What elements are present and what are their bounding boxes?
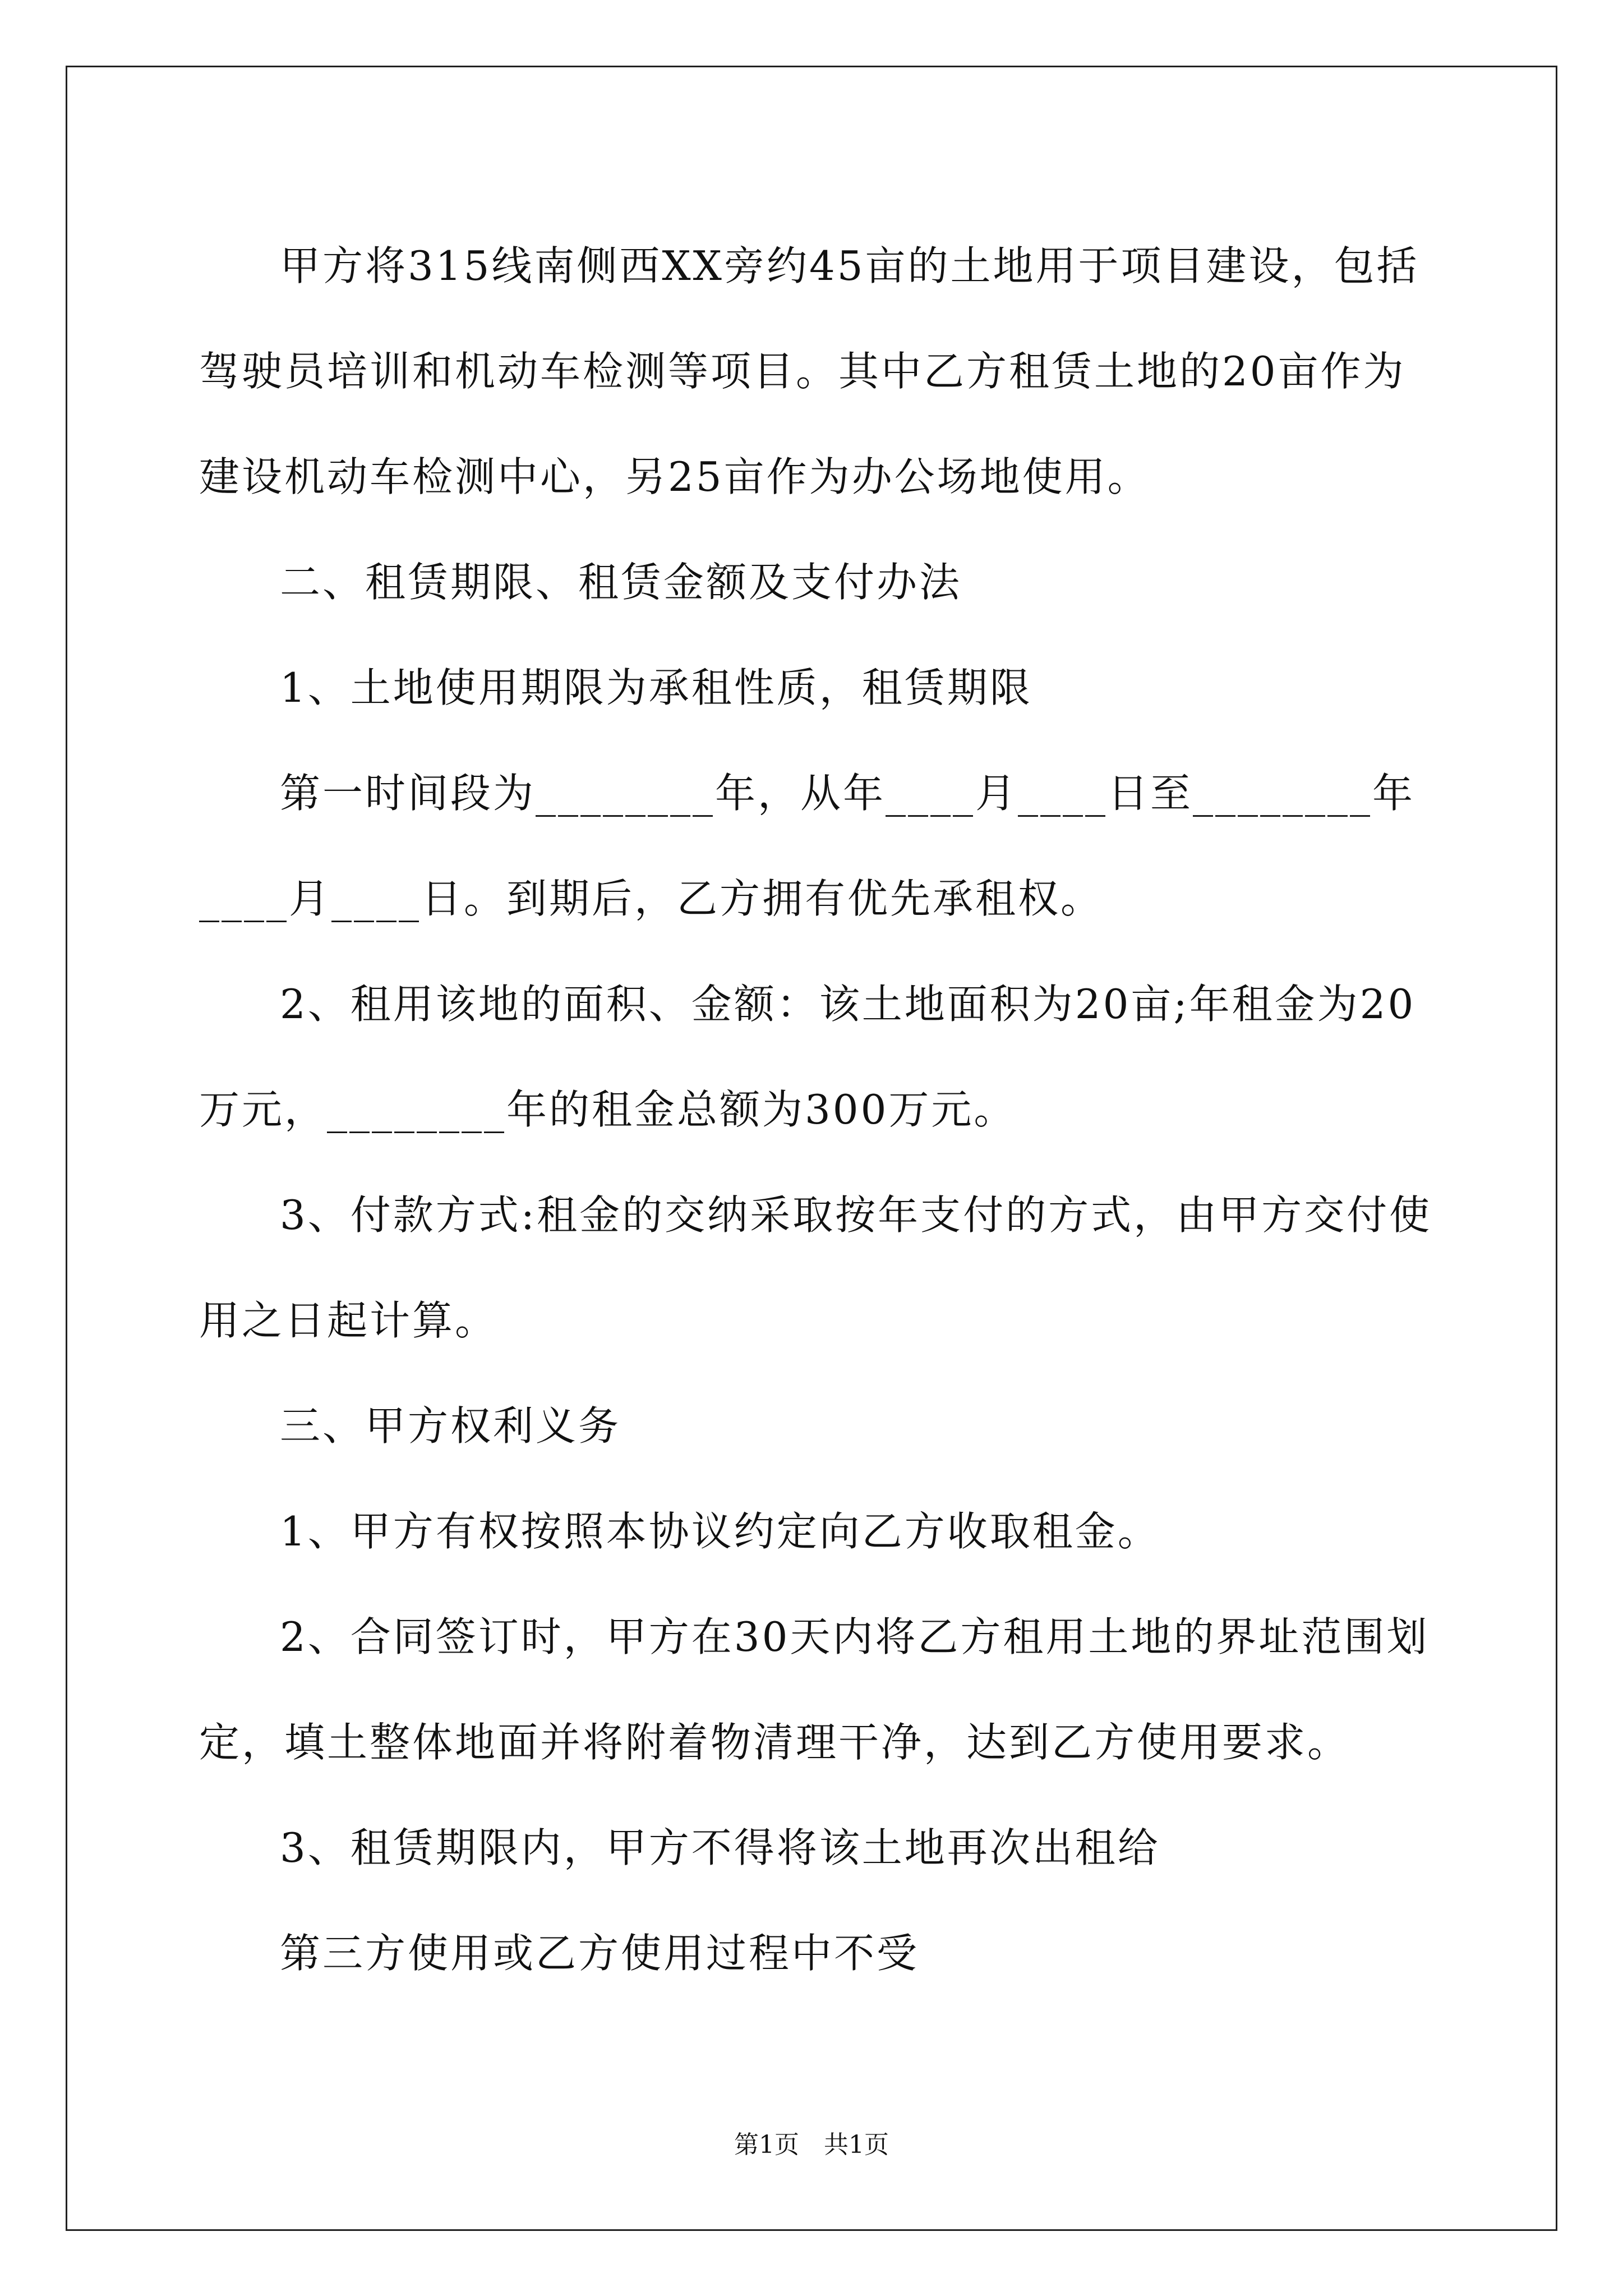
paragraph-boundary: 2、合同签订时，甲方在30天内将乙方租用土地的界址范围划定，填土整体地面并将附着物清理干净，达到乙方使用要求。 (199, 1613, 1430, 1766)
document-body (199, 213, 1433, 2006)
paragraph-land-use: 甲方将315线南侧西XX旁约45亩的土地用于项目建设，包括驾驶员培训和机动车检测等项目。其中乙方租赁土地的20亩作为建设机动车检测中心，另25亩作为办公场地使用。 (199, 242, 1419, 500)
paragraph-area-amount: 2、租用该地的面积、金额：该土地面积为20亩;年租金为20万元，________年的租金总额为300万元。 (199, 981, 1416, 1133)
paragraph-no-sublease: 3、租赁期限内，甲方不得将该土地再次出租给 (280, 1824, 1160, 1871)
paragraph-collect-rent: 1、甲方有权按照本协议约定向乙方收取租金。 (280, 1508, 1160, 1555)
section-heading-lease-term: 二、租赁期限、租赁金额及支付办法 (280, 559, 962, 606)
section-heading-party-a-rights: 三、甲方权利义务 (280, 1402, 621, 1450)
paragraph-first-period: 第一时间段为________年，从年____月____日至________年____月____日。到期后，乙方拥有优先承租权。 (199, 770, 1415, 922)
paragraph-payment-method: 3、付款方式:租金的交纳采取按年支付的方式，由甲方交付使用之日起计算。 (199, 1191, 1432, 1344)
paragraph-lease-nature: 1、土地使用期限为承租性质，租赁期限 (280, 664, 1032, 711)
page-footer: 第1页 共1页 (734, 2131, 889, 2159)
paragraph-third-party: 第三方使用或乙方使用过程中不受 (280, 1930, 920, 1977)
